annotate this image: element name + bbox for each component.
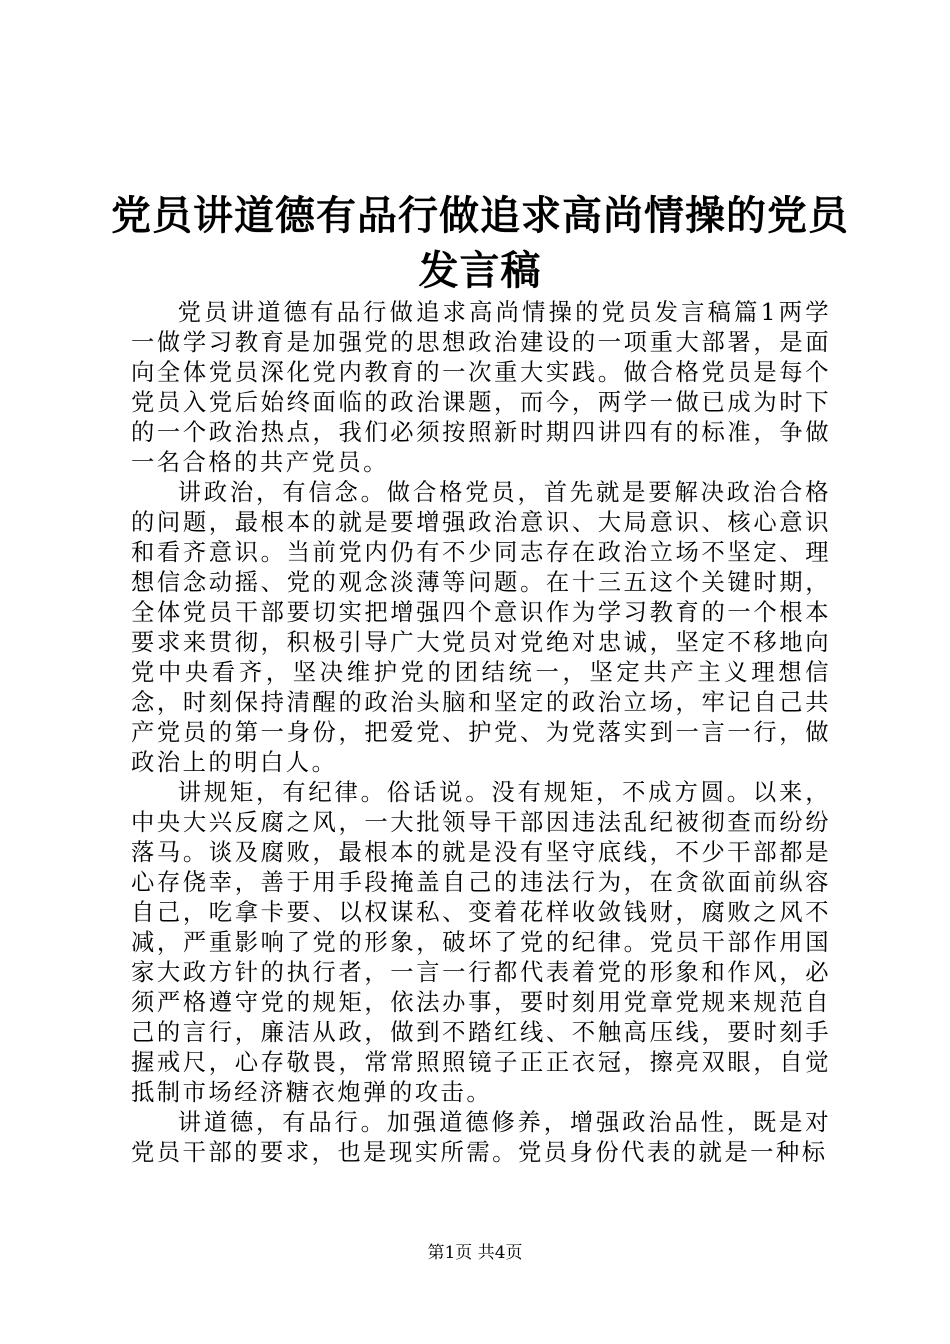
paragraph-intro: 党员讲道德有品行做追求高尚情操的党员发言稿篇1两学一做学习教育是加强党的思想政治建设的一项重大部署，是面向全体党员深化党内教育的一次重大实践。做合格党员是每个党员入党后始终面临的政治课题，而今，两学一做已成为时下的一个政治热点，我们必须按照新时期四讲四有的标准，争做一名合格的共产党员。 — [131, 299, 831, 476]
paragraph-morality: 讲道德，有品行。加强道德修养，增强政治品性，既是对党员干部的要求，也是现实所需。党员身份代表的就是一种标 — [131, 1109, 831, 1166]
paragraph-discipline: 讲规矩，有纪律。俗话说。没有规矩，不成方圆。以来，中央大兴反腐之风，一大批领导干部因违法乱纪被彻查而纷纷落马。谈及腐败，最根本的就是没有坚守底线，不少干部都是心存侥幸，善于用手段掩盖自己的违法行为，在贪欲面前纵容自己，吃拿卡要、以权谋私、变着花样收敛钱财，腐败之风不减，严重影响了党的形象，破坏了党的纪律。党员干部作用国家大政方针的执行者，一言一行都代表着党的形象和作风，必须严格遵守党的规矩，依法办事，要时刻用党章党规来规范自己的言行，廉洁从政，做到不踏红线、不触高压线，要时刻手握戒尺，心存敬畏，常常照照镜子正正衣冠，擦亮双眼，自觉抵制市场经济糖衣炮弹的攻击。 — [131, 779, 831, 1106]
document-body — [131, 298, 831, 1168]
paragraph-politics: 讲政治，有信念。做合格党员，首先就是要解决政治合格的问题，最根本的就是要增强政治意识、大局意识、核心意识和看齐意识。当前党内仍有不少同志存在政治立场不坚定、理想信念动摇、党的观念淡薄等问题。在十三五这个关键时期，全体党员干部要切实把增强四个意识作为学习教育的一个根本要求来贯彻，积极引导广大党员对党绝对忠诚，坚定不移地向党中央看齐，坚决维护党的团结统一，坚定共产主义理想信念，时刻保持清醒的政治头脑和坚定的政治立场，牢记自己共产党员的第一身份，把爱党、护党、为党落实到一言一行，做政治上的明白人。 — [131, 479, 831, 776]
page-number-footer: 第1页 共4页 — [427, 1243, 523, 1263]
document-title: 党员讲道德有品行做追求高尚情操的党员发言稿 — [111, 192, 849, 294]
